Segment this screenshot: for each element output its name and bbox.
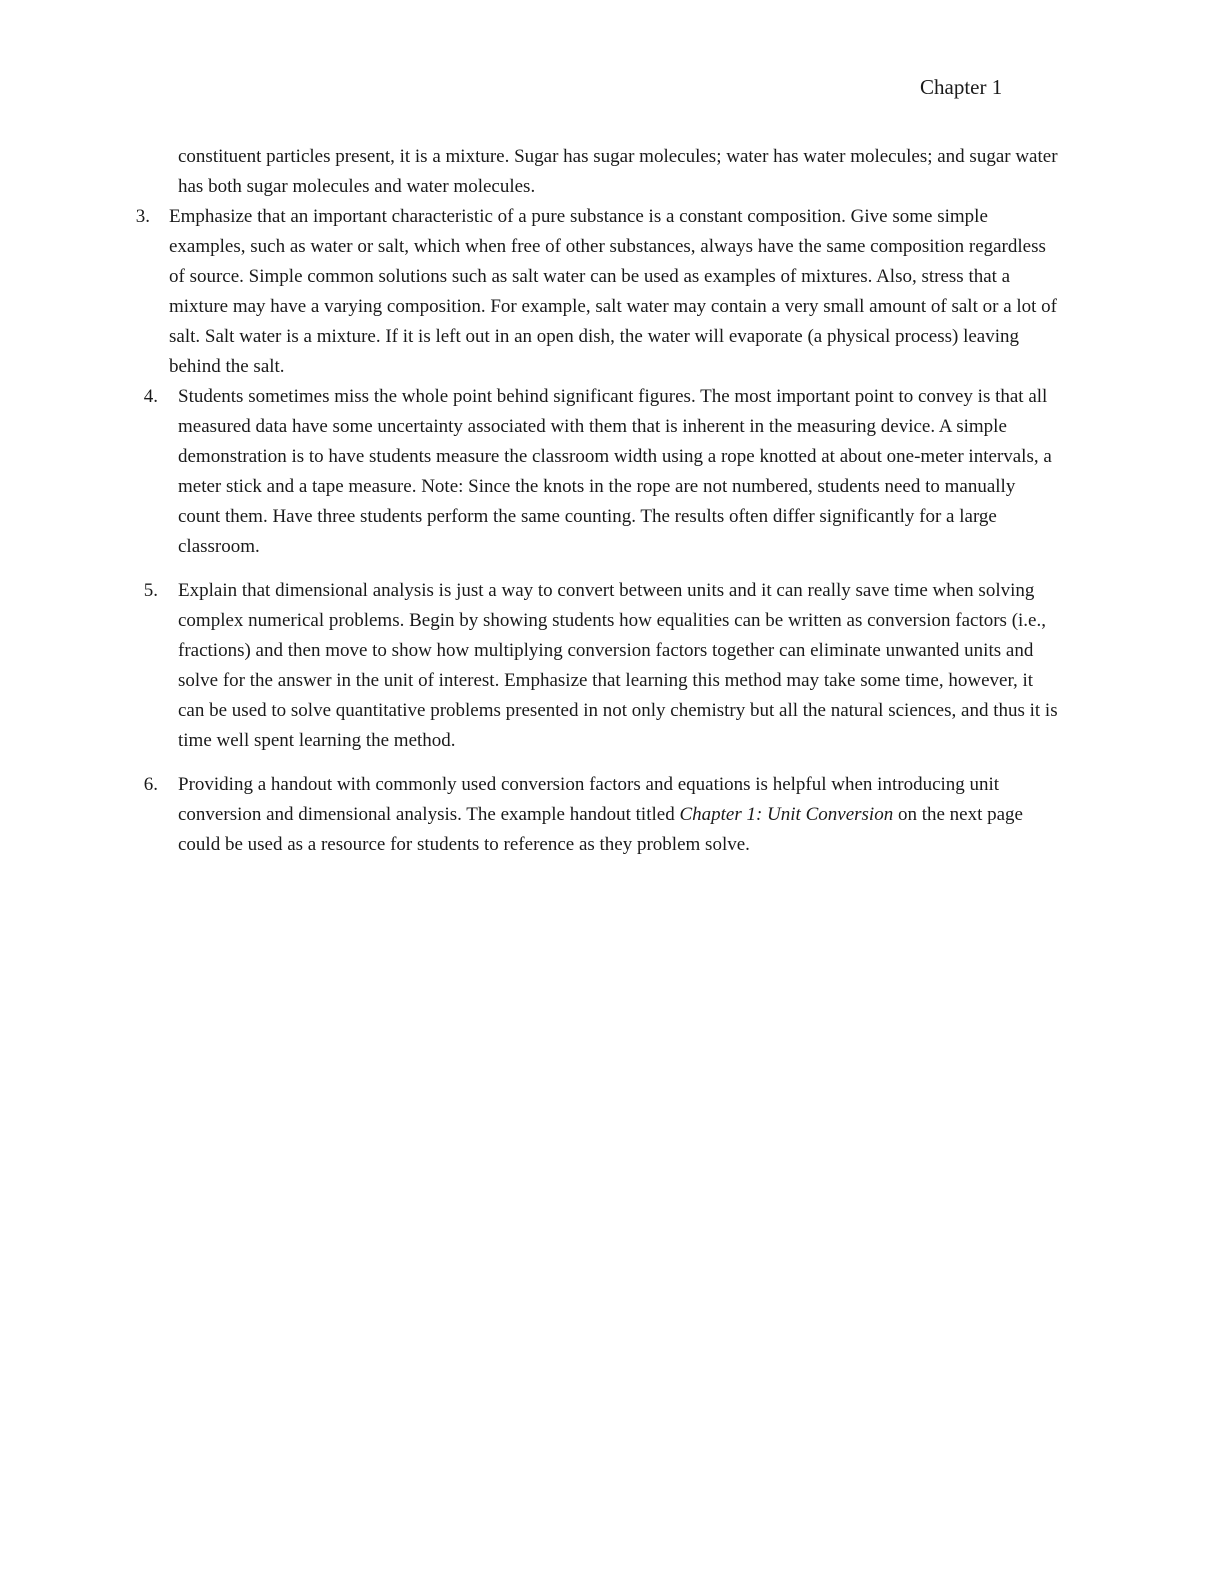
list-item-text: Students sometimes miss the whole point behind significant figures. The most important point to convey is that all measured data have some uncertainty associated with them that is inherent in the measuring device. A simple demonstration is to have students measure the classroom width using a rope knotted at about one-meter intervals, a meter stick and a tape measure. Note: Since the knots in the rope are not numbered, students need to manually count them. Have three students perform the same counting. The results often differ significantly for a large classroom.: [178, 386, 1052, 557]
document-body: [0, 142, 1224, 860]
list-item-6: [0, 770, 1224, 860]
list-number: 6.: [143, 774, 158, 795]
page-header-chapter: Chapter 1: [920, 75, 1003, 99]
list-item-text: Emphasize that an important characteristic of a pure substance is a constant composition. Give some simple examples, such as water or salt, which when free of other substances, always have the same composition regardless of source. Simple common solutions such as salt water can be used as examples of mixtures. Also, stress that a mixture may have a varying composition. For example, salt water may contain a very small amount of salt or a lot of salt. Salt water is a mixture. If it is left out in an open dish, the water will evaporate (a physical process) leaving behind the salt.: [169, 206, 1058, 377]
list-number: 4.: [143, 386, 158, 407]
list-item-3: [0, 202, 1224, 382]
continued-paragraph: constituent particles present, it is a mixture. Sugar has sugar molecules; water has water molecules; and sugar water has both sugar molecules and water molecules.: [178, 146, 1058, 197]
handout-title: Chapter 1: Unit Conversion: [679, 804, 894, 825]
list-item-5: [0, 576, 1224, 756]
list-number: 3.: [135, 206, 150, 227]
list-number: 5.: [143, 580, 158, 601]
text-segment: Providing a handout with commonly used conversion factors and equations is helpful when introducing unit conversion and dimensional analysis. The example handout titled: [178, 774, 1000, 825]
list-item-text: Explain that dimensional analysis is just a way to convert between units and it can really save time when solving complex numerical problems. Begin by showing students how equalities can be written as conversion factors (i.e., fractions) and then move to show how multiplying conversion factors together can eliminate unwanted units and solve for the answer in the unit of interest. Emphasize that learning this method may take some time, however, it can be used to solve quantitative problems presented in not only chemistry but all the natural sciences, and thus it is time well spent learning the method.: [178, 580, 1058, 751]
text-segment: on the next page could be used as a resource for students to reference as they problem solve.: [178, 804, 1023, 855]
list-item-4: [0, 382, 1224, 562]
list-item-text: [178, 770, 1044, 860]
